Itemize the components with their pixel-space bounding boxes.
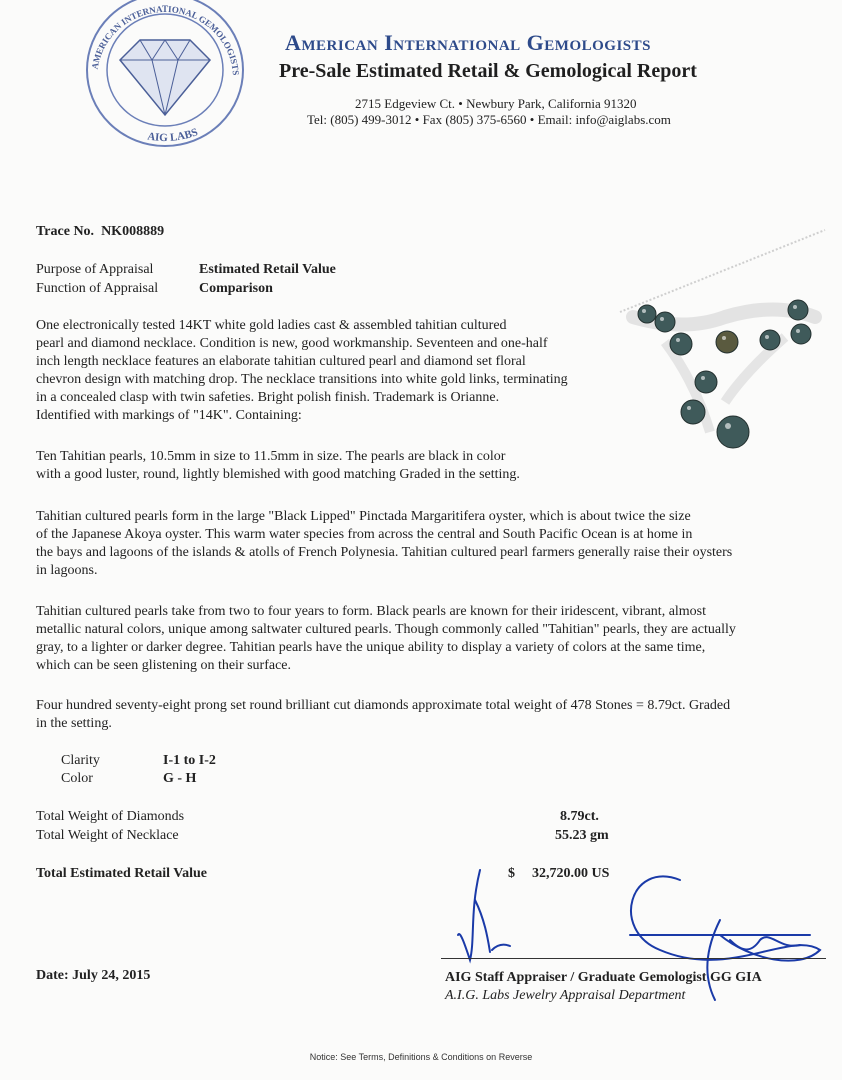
contact-info: Tel: (805) 499-3012 • Fax (805) 375-6560 • Email: info@aiglabs.com bbox=[307, 112, 671, 127]
pearl-description: Ten Tahitian pearls, 10.5mm in size to 11.5mm in size. The pearls are black in color with a good luster, round, lightly blemished with good matching Graded in the setting. bbox=[36, 449, 520, 482]
org-name: American International Gemologists bbox=[285, 30, 651, 55]
tahitian-origin: Tahitian cultured pearls form in the large "Black Lipped" Pinctada Margaritifera oyster, which is about twice the size of the Japanese Akoya oyster. This warm water species from across the central and South Pacific Ocean is at home in the bays and lagoons of the islands & atolls of French Polynesia. Tahitian cultured pearl farmers generally raise their oysters in lagoons. bbox=[36, 509, 733, 578]
diamond-description: Four hundred seventy-eight prong set round brilliant cut diamonds approximate total weight of 478 Stones = 8.79ct. Graded in the setting. bbox=[36, 698, 731, 731]
trace-number bbox=[36, 224, 164, 240]
aig-labs-logo bbox=[80, 0, 250, 150]
purpose-label: Purpose of Appraisal bbox=[36, 262, 154, 277]
function-label: Function of Appraisal bbox=[36, 281, 159, 296]
tahitian-colors: Tahitian cultured pearls take from two to four years to form. Black pearls are known for their iridescent, vibrant, almost metallic natural colors, unique among saltwater cultured pearls. Though commonly called "Tahitian" pearls, they are actually gray, to a lighter or darker degree. Tahitian pearls have the unique ability to display a variety of colors at the same time, which can be seen glistening on their surface. bbox=[36, 604, 736, 673]
color-value: G - H bbox=[163, 771, 197, 786]
diamond-logo-icon bbox=[87, 0, 243, 146]
item-description: One electronically tested 14KT white gold ladies cast & assembled tahitian cultured pearl and diamond necklace. Condition is new, good workmanship. Seventeen and one-half inch length necklace features an elaborate tahitian cultured pearl and diamond set floral chevron design with matching drop. The necklace transitions into white gold links, terminating in a concealed clasp with twin safeties. Bright polish finish. Trademark is Orianne. Identified with markings of "14K". Containing: bbox=[36, 318, 568, 423]
trace-label: Trace No. bbox=[36, 224, 95, 239]
pearl-necklace-photo bbox=[615, 222, 833, 462]
retail-value-label: Total Estimated Retail Value bbox=[36, 866, 207, 881]
retail-currency: $ bbox=[508, 866, 515, 881]
clarity-label: Clarity bbox=[61, 753, 100, 768]
logo-ring-text: AMERICAN INTERNATIONAL GEMOLOGISTS bbox=[89, 3, 241, 76]
color-label: Color bbox=[61, 771, 93, 786]
report-title: Pre-Sale Estimated Retail & Gemological Report bbox=[279, 60, 697, 82]
purpose-value: Estimated Retail Value bbox=[199, 262, 336, 277]
diamond-weight-value: 8.79ct. bbox=[560, 809, 599, 824]
appraisal-department: A.I.G. Labs Jewelry Appraisal Department bbox=[445, 988, 686, 1003]
signature-line bbox=[441, 958, 826, 959]
retail-value: 32,720.00 US bbox=[532, 866, 610, 881]
diamond-weight-label: Total Weight of Diamonds bbox=[36, 809, 185, 824]
necklace-weight-label: Total Weight of Necklace bbox=[36, 828, 179, 843]
address: 2715 Edgeview Ct. • Newbury Park, California 91320 bbox=[355, 96, 637, 111]
necklace-weight-value: 55.23 gm bbox=[555, 828, 609, 843]
report-date: Date: July 24, 2015 bbox=[36, 968, 151, 983]
logo-bottom-text: AIG LABS bbox=[146, 126, 200, 145]
terms-notice: Notice: See Terms, Definitions & Conditions on Reverse bbox=[309, 1052, 533, 1062]
clarity-value: I-1 to I-2 bbox=[163, 753, 216, 768]
trace-value: NK008889 bbox=[101, 224, 165, 239]
function-value: Comparison bbox=[199, 281, 273, 296]
appraiser-title: AIG Staff Appraiser / Graduate Gemologist GG GIA bbox=[445, 970, 762, 985]
